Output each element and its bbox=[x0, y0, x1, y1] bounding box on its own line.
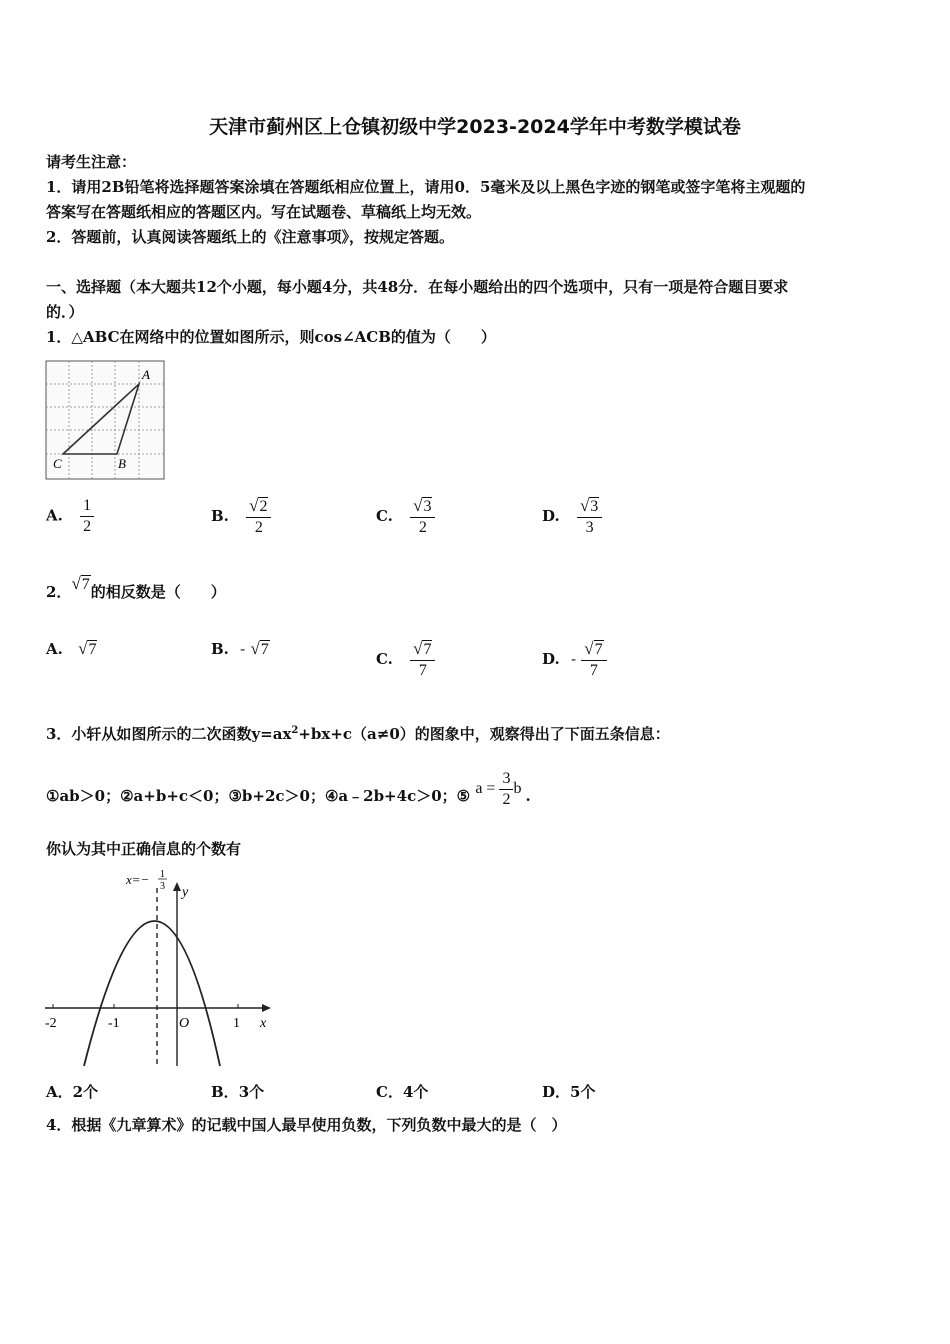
fraction bbox=[577, 497, 602, 537]
q1-option-a[interactable] bbox=[46, 497, 94, 536]
frac-numerator: √ 7 bbox=[581, 640, 606, 661]
q3-stem-a: 3．小轩从如图所示的二次函数y=ax bbox=[46, 725, 292, 743]
option-letter: A. bbox=[46, 640, 63, 658]
option-letter: B. bbox=[211, 507, 229, 525]
y-axis-label: y bbox=[182, 885, 189, 900]
frac-denominator: 2 bbox=[83, 518, 92, 535]
q2-prefix: 2． bbox=[46, 583, 72, 601]
fraction bbox=[581, 640, 606, 680]
q1-stem: 1．△ABC在网络中的位置如图所示，则cos∠ACB的值为（ ） bbox=[46, 328, 496, 346]
sqrt: √ 7 bbox=[78, 639, 97, 658]
option-letter: C. bbox=[376, 507, 393, 525]
sqrt: √ 3 bbox=[413, 496, 432, 515]
option-text: 5个 bbox=[570, 1083, 596, 1101]
sqrt: √ 7 bbox=[250, 639, 269, 658]
symmetry-frac-den: 3 bbox=[160, 881, 165, 892]
frac-numerator: 1 bbox=[80, 497, 94, 517]
frac-numerator: √ 7 bbox=[410, 640, 435, 661]
q3-option-d[interactable] bbox=[542, 1081, 595, 1102]
fraction bbox=[246, 497, 271, 537]
y-axis-arrow bbox=[173, 882, 181, 891]
symmetry-frac-num: 1 bbox=[160, 869, 165, 880]
sqrt: √ 3 bbox=[579, 496, 599, 515]
parabola-curve bbox=[84, 921, 220, 1066]
q3-option-a[interactable] bbox=[46, 1081, 98, 1102]
eq-lhs: a = bbox=[475, 780, 496, 798]
tick-label-1: 1 bbox=[233, 1016, 240, 1031]
section-heading-line-1: 一、选择题（本大题共12个小题，每小题4分，共48分．在每小题给出的四个选项中，只有一项是符合题目要求 bbox=[46, 278, 789, 296]
frac-denominator: 2 bbox=[418, 519, 427, 536]
q3-option-b[interactable] bbox=[211, 1081, 264, 1102]
sign: - bbox=[570, 650, 577, 668]
frac-numerator bbox=[577, 497, 602, 518]
tick-label-minus-1: -1 bbox=[108, 1016, 120, 1031]
frac-numerator: 3 bbox=[499, 770, 513, 790]
sqrt: √ 2 bbox=[249, 496, 268, 515]
option-letter: C. bbox=[376, 650, 393, 668]
section-heading-line-2: 的．） bbox=[46, 303, 84, 321]
q3-info bbox=[46, 770, 531, 817]
frac-denominator: 7 bbox=[589, 662, 598, 679]
q3-stem bbox=[46, 721, 670, 744]
notice-heading: 请考生注意： bbox=[46, 153, 137, 171]
q3-superscript: 2 bbox=[291, 725, 299, 736]
sign: - bbox=[240, 640, 246, 658]
frac-denominator: 3 bbox=[585, 519, 594, 536]
q2-stem bbox=[46, 574, 226, 602]
option-letter: D. bbox=[542, 507, 560, 525]
option-letter: C． bbox=[376, 1083, 403, 1101]
eq-rhs: b bbox=[513, 780, 522, 798]
option-text: 3个 bbox=[238, 1083, 265, 1101]
label-b: B bbox=[118, 456, 126, 471]
option-text: 4个 bbox=[402, 1083, 429, 1101]
fraction bbox=[410, 497, 435, 537]
label-c: C bbox=[53, 456, 62, 471]
x-axis-arrow bbox=[262, 1004, 271, 1012]
frac-denominator: 2 bbox=[254, 519, 263, 536]
symmetry-label: x=− bbox=[126, 872, 150, 887]
option-letter: B． bbox=[211, 1083, 239, 1101]
option-letter: B. bbox=[211, 640, 229, 658]
x-axis-label: x bbox=[260, 1016, 267, 1031]
page-title: 天津市蓟州区上仓镇初级中学2023-2024学年中考数学模试卷 bbox=[209, 116, 741, 138]
frac-numerator bbox=[246, 497, 271, 518]
q1-option-c[interactable] bbox=[376, 497, 435, 537]
notice-line-2: 2．答题前，认真阅读答题纸上的《注意事项》，按规定答题。 bbox=[46, 228, 454, 246]
q4-stem: 4．根据《九章算术》的记载中国人最早使用负数，下列负数中最大的是（ ） bbox=[46, 1116, 567, 1134]
frac-denominator: 2 bbox=[502, 791, 511, 808]
q2-option-b[interactable] bbox=[211, 640, 270, 658]
frac-denominator: 7 bbox=[418, 662, 427, 679]
q2-suffix: 的相反数是（ ） bbox=[90, 583, 226, 601]
q2-option-c[interactable] bbox=[376, 640, 435, 680]
option-letter: D． bbox=[542, 1083, 571, 1101]
fraction bbox=[499, 770, 513, 809]
eq-end: . bbox=[525, 787, 531, 806]
q3-info-text: ①ab＞0；②a+b+c＜0；③b+2c＞0；④a﹣2b+4c＞0；⑤ bbox=[46, 787, 471, 806]
frac-numerator bbox=[410, 497, 435, 518]
q2-option-d[interactable] bbox=[542, 640, 607, 680]
q3-stem-b: +bx+c（a≠0）的图象中，观察得出了下面五条信息： bbox=[298, 725, 670, 743]
q3-parabola-graph bbox=[40, 868, 280, 1073]
label-a: A bbox=[142, 367, 150, 382]
fraction bbox=[80, 497, 94, 536]
option-letter: A． bbox=[46, 1083, 73, 1101]
option-letter: D. bbox=[542, 650, 560, 668]
origin-label: O bbox=[179, 1016, 190, 1031]
fraction bbox=[410, 640, 435, 680]
q2-option-a[interactable] bbox=[46, 640, 97, 658]
q1-option-d[interactable] bbox=[542, 497, 602, 537]
sqrt: √ 7 bbox=[71, 574, 90, 593]
notice-line-1: 1．请用2B铅笔将选择题答案涂填在答题纸相应位置上，请用0．5毫米及以上黑色字迹的钢笔或签字笔将主观题的 bbox=[46, 178, 806, 196]
q3-equation bbox=[475, 770, 525, 808]
q3-ask: 你认为其中正确信息的个数有 bbox=[46, 840, 242, 858]
q3-option-c[interactable] bbox=[376, 1081, 428, 1102]
option-letter: A. bbox=[46, 506, 63, 525]
tick-label-minus-2: -2 bbox=[45, 1016, 57, 1031]
notice-line-1b: 答案写在答题纸相应的答题区内。写在试题卷、草稿纸上均无效。 bbox=[46, 203, 482, 221]
q1-option-b[interactable] bbox=[211, 497, 271, 537]
q1-grid-figure bbox=[45, 360, 167, 482]
option-text: 2个 bbox=[72, 1083, 99, 1101]
